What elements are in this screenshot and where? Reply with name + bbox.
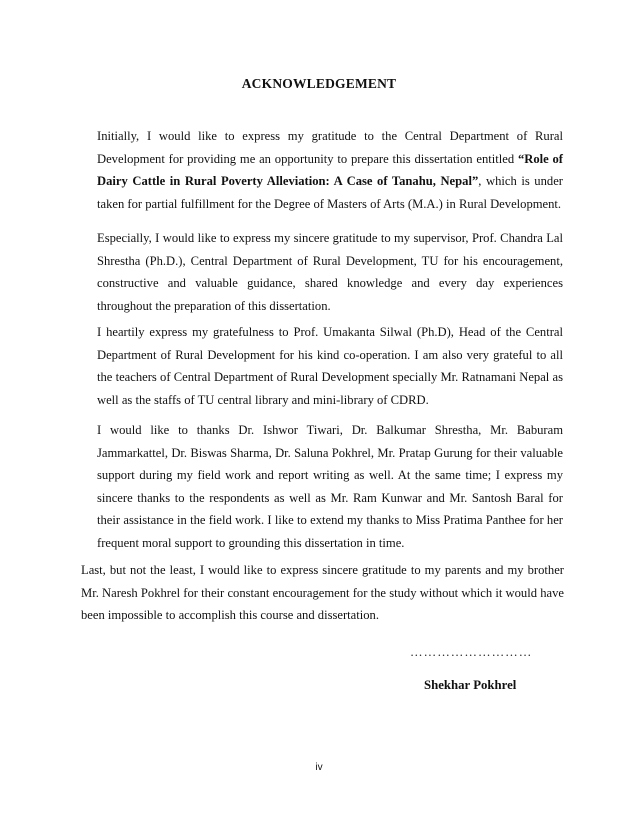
paragraph-intro	[97, 125, 563, 215]
page-title: ACKNOWLEDGEMENT	[241, 76, 397, 91]
paragraph-supervisor: Especially, I would like to express my sincere gratitude to my supervisor, Prof. Chandra Lal Shrestha (Ph.D.), Central Department of Rural Development, TU for his encouragement, constructive and valuable guidance, shared knowledge and every day experiences throughout the preparation of this dissertation.	[97, 231, 563, 313]
signer-name: Shekhar Pokhrel	[424, 678, 517, 692]
paragraph-intro-tail: , which is under taken for partial fulfillment for the Degree of Masters of Arts (M.A.) in Rural Development.	[97, 174, 563, 211]
page-number: iv	[315, 762, 323, 773]
paragraph-intro-lead: Initially, I would like to express my gratitude to the Central Department of Rural Development for providing me an opportunity to prepare this dissertation entitled	[97, 129, 563, 166]
dissertation-title: “Role of Dairy Cattle in Rural Poverty Alleviation: A Case of Tanahu, Nepal”	[97, 151, 564, 189]
paragraph-family: Last, but not the least, I would like to express sincere gratitude to my parents and my brother Mr. Naresh Pokhrel for their constant encouragement for the study without which it would have been impossible to accomplish this course and dissertation.	[81, 563, 564, 623]
paragraph-field-thanks: I would like to thanks Dr. Ishwor Tiwari, Dr. Balkumar Shrestha, Mr. Baburam Jammarkattel, Dr. Biswas Sharma, Dr. Saluna Pokhrel, Mr. Pratap Gurung for their valuable support during my field work and report writing as well. At the same time; I express my sincere thanks to the respondents as well as Mr. Ram Kunwar and Mr. Santosh Baral for their assistance in the field work. I like to extend my thanks to Miss Pratima Panthee for her frequent moral support to grounding this dissertation in time.	[97, 423, 563, 550]
signature-line: ………………………	[410, 645, 533, 659]
paragraph-department: I heartily express my gratefulness to Prof. Umakanta Silwal (Ph.D), Head of the Central Department of Rural Development for his kind co-operation. I am also very grateful to all the teachers of Central Department of Rural Development specially Mr. Ratnamani Nepal as well as the staffs of TU central library and mini-library of CDRD.	[97, 325, 563, 407]
